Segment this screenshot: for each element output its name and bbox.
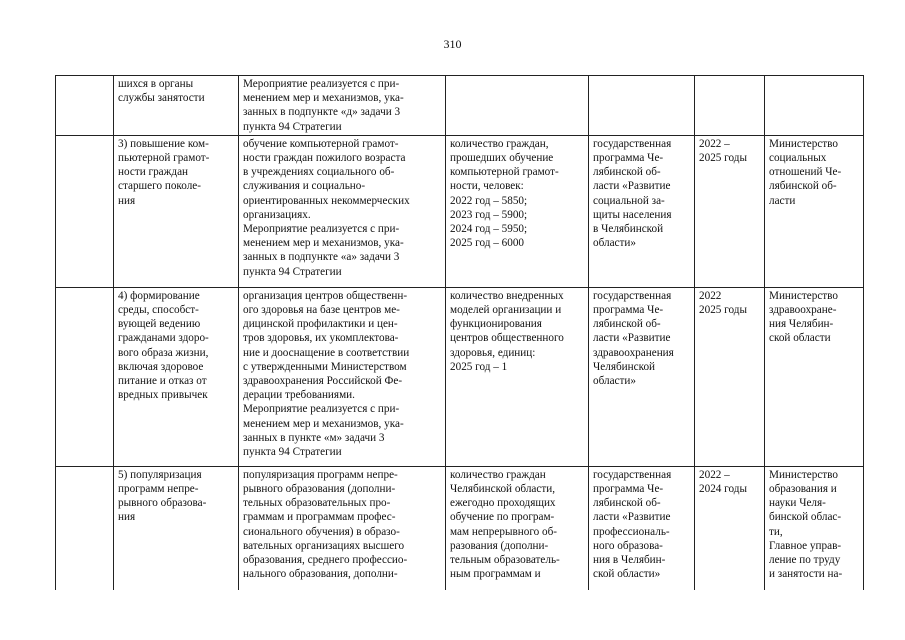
indicator-cell	[446, 76, 589, 136]
measures-table	[55, 75, 864, 590]
table-row	[56, 76, 864, 136]
measure-cell: популяризация программ непре- рывного образования (дополни- тельных образовательных про- граммам и программам профес- сионального обучения) в образо- вательных организациях высшего образования, среднего профессио- нального образования, дополни-	[239, 466, 446, 590]
executor-cell: Министерство образования и науки Челя- бинской облас- ти, Главное управ- ление по труду и занятости на-	[765, 466, 864, 590]
direction-cell: 3) повышение ком- пьютерной грамот- ности граждан старшего поколе- ния	[114, 135, 239, 287]
indicator-cell: количество граждан Челябинской области, ежегодно проходящих обучение по програм- мам непрерывного об- разования (дополни- тельным образователь- ным программам и	[446, 466, 589, 590]
period-cell	[695, 76, 765, 136]
measure-cell: Мероприятие реализуется с при- менением мер и механизмов, ука- занных в подпункте «д» задачи 3 пункта 94 Стратегии	[239, 76, 446, 136]
executor-cell: Министерство здравоохране- ния Челябин- ской области	[765, 287, 864, 466]
program-cell: государственная программа Че- лябинской об- ласти «Развитие социальной за- щиты населения в Челябинской области»	[589, 135, 695, 287]
direction-cell: 5) популяризация программ непре- рывного образова- ния	[114, 466, 239, 590]
executor-cell	[765, 76, 864, 136]
program-cell: государственная программа Че- лябинской об- ласти «Развитие профессиональ- ного образова- ния в Челябин- ской области»	[589, 466, 695, 590]
indicator-cell: количество внедренных моделей организации и функционирования центров общественного здоровья, единиц: 2025 год – 1	[446, 287, 589, 466]
row-number-cell	[56, 287, 114, 466]
program-cell	[589, 76, 695, 136]
direction-cell: шихся в органы службы занятости	[114, 76, 239, 136]
program-cell: государственная программа Че- лябинской об- ласти «Развитие здравоохранения Челябинской области»	[589, 287, 695, 466]
period-cell: 2022 – 2024 годы	[695, 466, 765, 590]
measure-cell: обучение компьютерной грамот- ности граждан пожилого возраста в учреждениях социального об- служивания и социально- ориентированных некоммерческих организациях. Мероприятие реализуется с при- менением мер и механизмов, ука- занных в подпункте «а» задачи 3 пункта 94 Стратегии	[239, 135, 446, 287]
period-cell: 2022 – 2025 годы	[695, 135, 765, 287]
table-row	[56, 135, 864, 287]
direction-cell: 4) формирование среды, способст- вующей ведению гражданами здоро- вого образа жизни, включая здоровое питание и отказ от вредных привычек	[114, 287, 239, 466]
table-row	[56, 466, 864, 590]
page-number: 310	[443, 37, 462, 51]
row-number-cell	[56, 135, 114, 287]
table-row	[56, 287, 864, 466]
row-number-cell	[56, 466, 114, 590]
row-number-cell	[56, 76, 114, 136]
measure-cell: организация центров общественн- ого здоровья на базе центров ме- дицинской профилактики и цен- тров здоровья, их укомплектова- ние и дооснащение в соответствии с утвержденными Министерством здравоохранения Российской Фе- дерации требованиями. Мероприятие реализуется с при- менением мер и механизмов, ука- занных в пункте «м» задачи 3 пункта 94 Стратегии	[239, 287, 446, 466]
indicator-cell: количество граждан, прошедших обучение компьютерной грамот- ности, человек: 2022 год – 5850; 2023 год – 5900; 2024 год – 5950; 2025 год – 6000	[446, 135, 589, 287]
executor-cell: Министерство социальных отношений Че- лябинской об- ласти	[765, 135, 864, 287]
period-cell: 2022 2025 годы	[695, 287, 765, 466]
